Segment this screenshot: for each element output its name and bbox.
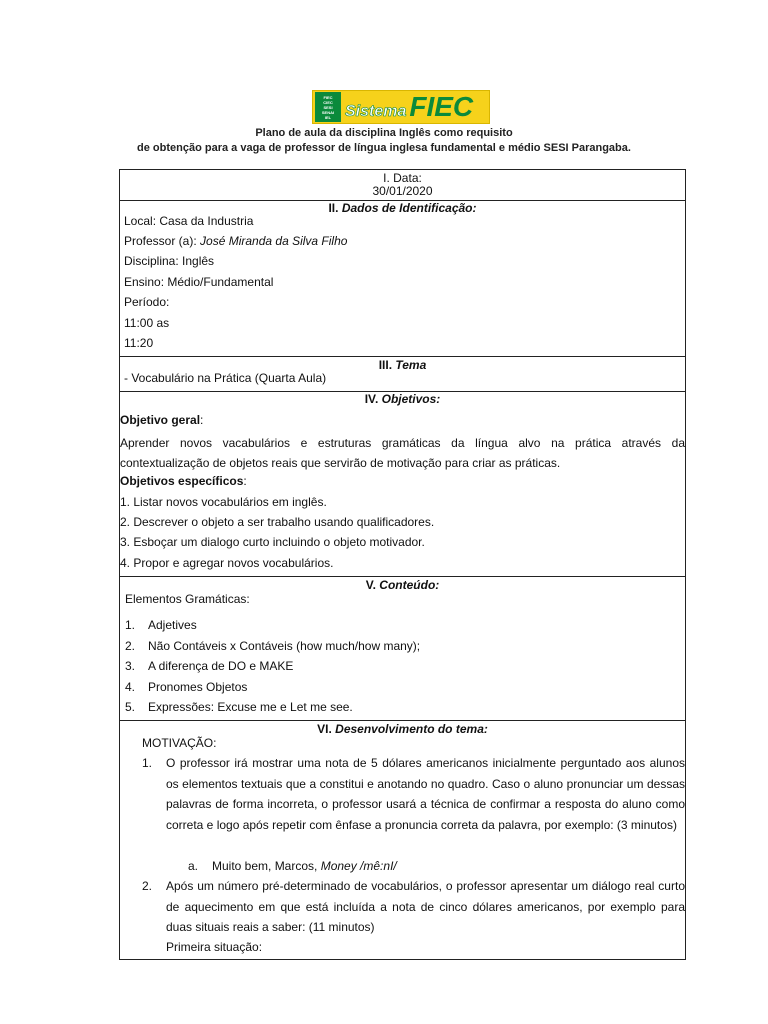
- objetivo-geral-text: Aprender novos vacabulários e estruturas gramáticas da língua alvo na prática através da contextualização de objetos reais que servirão de motivação para criar as práticas.: [120, 436, 685, 470]
- sub-item-a-marker: a.: [188, 859, 199, 873]
- ensino-field: Ensino: Médio/Fundamental: [124, 275, 274, 289]
- disciplina-field: Disciplina: Inglês: [124, 254, 215, 268]
- section-conteudo-title: V. Conteúdo:: [365, 578, 440, 592]
- objetivo-item: 4. Propor e agregar novos vocabulários.: [120, 556, 334, 570]
- divider: [120, 720, 685, 721]
- divider: [120, 576, 685, 577]
- desenvolvimento-paragraph-1: O professor irá mostrar uma nota de 5 dólares americanos inicialmente perguntado aos alunos os elementos textuais que a constitui e anotando no quadro. Caso o aluno pronunciar um dessas palavras de forma incorreta, o professor usará a técnica de confirmar a resposta do aluno como correta e logo após repetir com ênfase a pronuncia correta da palavra, por exemplo: (3 minutos): [166, 756, 685, 832]
- conteudo-item-number: 1.: [125, 618, 136, 632]
- tema-text: - Vocabulário na Prática (Quarta Aula): [124, 371, 327, 385]
- document-heading-line-2: de obtenção para a vaga de professor de língua inglesa fundamental e médio SESI Parangaba.: [137, 142, 631, 154]
- sub-item-a-text: Muito bem, Marcos, Money /mê:nI/: [212, 859, 397, 873]
- local-field: Local: Casa da Industria: [124, 214, 254, 228]
- section-desenvolvimento-title: VI. Desenvolvimento do tema:: [317, 722, 488, 736]
- sistema-fiec-logo: [312, 90, 490, 124]
- objetivo-item: 2. Descrever o objeto a ser trabalho usando qualificadores.: [120, 515, 435, 529]
- desenvolvimento-paragraph-2: Após um número pré-determinado de vocabulários, o professor apresentar um diálogo real curto de aquecimento em que está incluída a nota de cinco dólares americanos, por exemplo para duas situais reais a saber: (11 minutos): [166, 879, 685, 934]
- conteudo-item: Expressões: Excuse me e Let me see.: [148, 700, 353, 714]
- section-tema-title: III. Tema: [378, 358, 427, 372]
- conteudo-item: Adjetives: [148, 618, 197, 632]
- conteudo-item: Pronomes Objetos: [148, 680, 248, 694]
- periodo-start: 11:00 as: [124, 316, 170, 330]
- logo-sistema-text: Sistema: [345, 103, 407, 120]
- primeira-situacao-label: Primeira situação:: [166, 940, 263, 954]
- periodo-end: 11:20: [124, 336, 154, 350]
- conteudo-item-number: 3.: [125, 659, 136, 673]
- motivacao-label: MOTIVAÇÃO:: [142, 736, 217, 750]
- section-identificacao-title: II. Dados de Identificação:: [328, 201, 477, 215]
- document-heading-line-1: Plano de aula da disciplina Inglês como requisito: [255, 127, 513, 139]
- objetivo-item: 1. Listar novos vocabulários em inglês.: [120, 495, 327, 509]
- section-objetivos-title: IV. Objetivos:: [364, 392, 441, 406]
- professor-field: Professor (a): José Miranda da Silva Filho: [124, 234, 348, 248]
- conteudo-item: A diferença de DO e MAKE: [148, 659, 294, 673]
- conteudo-item-number: 2.: [125, 639, 136, 653]
- desenvolvimento-item-number: 1.: [142, 756, 153, 770]
- lesson-plan-table: [119, 169, 686, 960]
- desenvolvimento-item-number: 2.: [142, 879, 153, 893]
- logo-fiec-text: FIEC: [409, 91, 474, 122]
- fiec-emblem-icon: FIEC CIEC SESI SENAI IEL: [315, 92, 341, 122]
- divider: [120, 356, 685, 357]
- conteudo-intro: Elementos Gramáticas:: [125, 592, 250, 606]
- lesson-date: 30/01/2020: [372, 184, 433, 198]
- conteudo-item: Não Contáveis x Contáveis (how much/how many);: [148, 639, 421, 653]
- periodo-field: Período:: [124, 295, 170, 309]
- conteudo-item-number: 5.: [125, 700, 136, 714]
- objetivo-item: 3. Esboçar um dialogo curto incluindo o objeto motivador.: [120, 535, 425, 549]
- objetivo-geral-label: Objetivo geral:: [120, 413, 204, 427]
- section-data-title: I. Data:: [383, 171, 422, 185]
- objetivos-especificos-label: Objetivos específicos:: [120, 474, 247, 488]
- conteudo-item-number: 4.: [125, 680, 136, 694]
